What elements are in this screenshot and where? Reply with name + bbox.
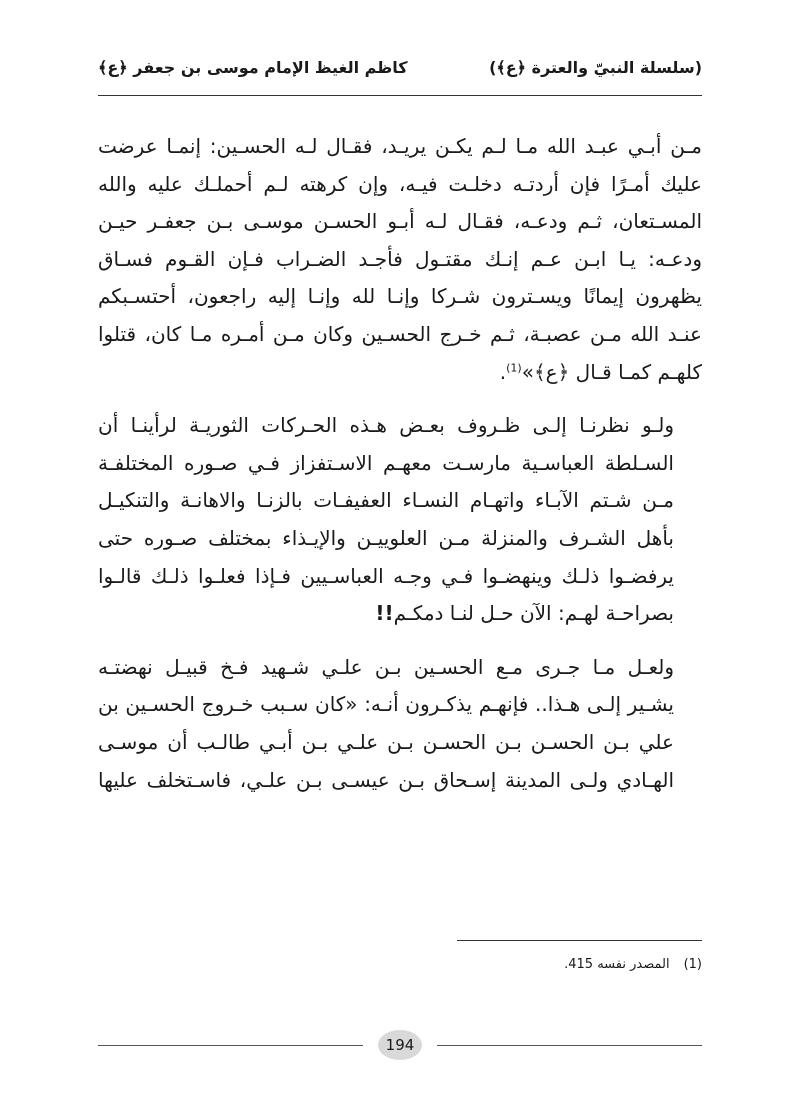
text-line: ولـو نظرنـا إلـى ظـروف بعـض هـذه الحـركات الثوريـة لرأينـا أن bbox=[98, 413, 674, 438]
text-line: المسـتعان، ثـم ودعـه، فقـال لـه أبـو الحسـن موسـى بـن جعفـر حيـن bbox=[98, 209, 702, 234]
text-line bbox=[98, 595, 702, 633]
series-title: (سلسلة النبيّ والعترة ﴿ع﴾) bbox=[489, 57, 702, 77]
book-title: كاظم الغيظ الإمام موسى بن جعفر ﴿ع﴾ bbox=[98, 57, 408, 77]
text-line: مـن شـتم الآبـاء واتهـام النسـاء العفيفـات بالزنـا والاهانـة والتنكيـل bbox=[98, 488, 674, 513]
paragraph-1 bbox=[98, 128, 702, 391]
text-line: ودعـه: يـا ابـن عـم إنـك مقتـول فأجـد الضـراب فـإن القـوم فسـاق bbox=[98, 246, 702, 271]
line-tail: . bbox=[499, 359, 507, 384]
page-number-rule-left bbox=[98, 1045, 363, 1046]
text-line-content: كلهـم كمـا قـال ﴿ع﴾» bbox=[521, 359, 702, 384]
text-line: يشـير إلـى هـذا.. فإنهـم يذكـرون أنـه: «كان سـبب خـروج الحسـين بن bbox=[98, 692, 674, 717]
page-number-area bbox=[98, 1030, 702, 1060]
footnote bbox=[98, 957, 702, 972]
text-line: السـلطة العباسـية مارسـت معهـم الاسـتفزاز فـي صـوره المختلفـة bbox=[98, 450, 674, 475]
text-line bbox=[98, 354, 702, 392]
footnote-text: المصدر نفسه 415. bbox=[564, 957, 670, 972]
text-line: بأهل الشـرف والمنزلة مـن العلوييـن والإيـذاء بمختلف صـوره حتى bbox=[98, 525, 674, 550]
text-line-content: بصراحـة لهـم: الآن حـل لنـا دمكـم bbox=[393, 601, 674, 626]
paragraph-3 bbox=[98, 649, 702, 799]
paragraph-2 bbox=[98, 407, 702, 633]
header-divider bbox=[98, 95, 702, 96]
text-line: علي بـن الحسـن بـن الحسـن بـن علـي بـن أبـي طالـب أن موسـى bbox=[98, 729, 674, 754]
text-line: مـن أبـي عبـد الله مـا لـم يكـن يريـد، فقـال لـه الحسـين: إنمـا عرضت bbox=[98, 134, 702, 158]
running-header bbox=[98, 52, 702, 82]
footnote-divider bbox=[457, 940, 702, 941]
page-number-rule-right bbox=[437, 1045, 702, 1046]
text-line: عليك أمـرًا فإن أردتـه دخلـت فيـه، وإن كرهته لـم أحملـك عليه والله bbox=[98, 171, 702, 196]
main-text bbox=[98, 128, 702, 815]
text-line: عنـد الله مـن عصبـة، ثـم خـرج الحسـين وكان مـن أمـره مـا كان، قتلوا bbox=[98, 321, 702, 346]
footnote-number: (1) bbox=[683, 957, 702, 972]
page-number: 194 bbox=[378, 1030, 422, 1060]
text-line: ولعـل مـا جـرى مـع الحسـين بـن علـي شـهيد فـخ قبيـل نهضتـه bbox=[98, 654, 674, 679]
text-line: الهـادي ولـى المدينة إسـحاق بـن عيسـى بـن علـي، فاسـتخلف عليها bbox=[98, 767, 674, 792]
text-line: يظهرون إيمانًا ويسـترون شـركا وإنـا لله وإنـا إليه راجعون، أحتسـبكم bbox=[98, 284, 702, 309]
footnote-reference[interactable]: (1) bbox=[506, 360, 522, 374]
text-line: يرفضـوا ذلـك وينهضـوا فـي وجـه العباسـيين فـإذا فعلـوا ذلـك قالـوا bbox=[98, 563, 674, 588]
exclamation-mark: !! bbox=[375, 601, 394, 626]
